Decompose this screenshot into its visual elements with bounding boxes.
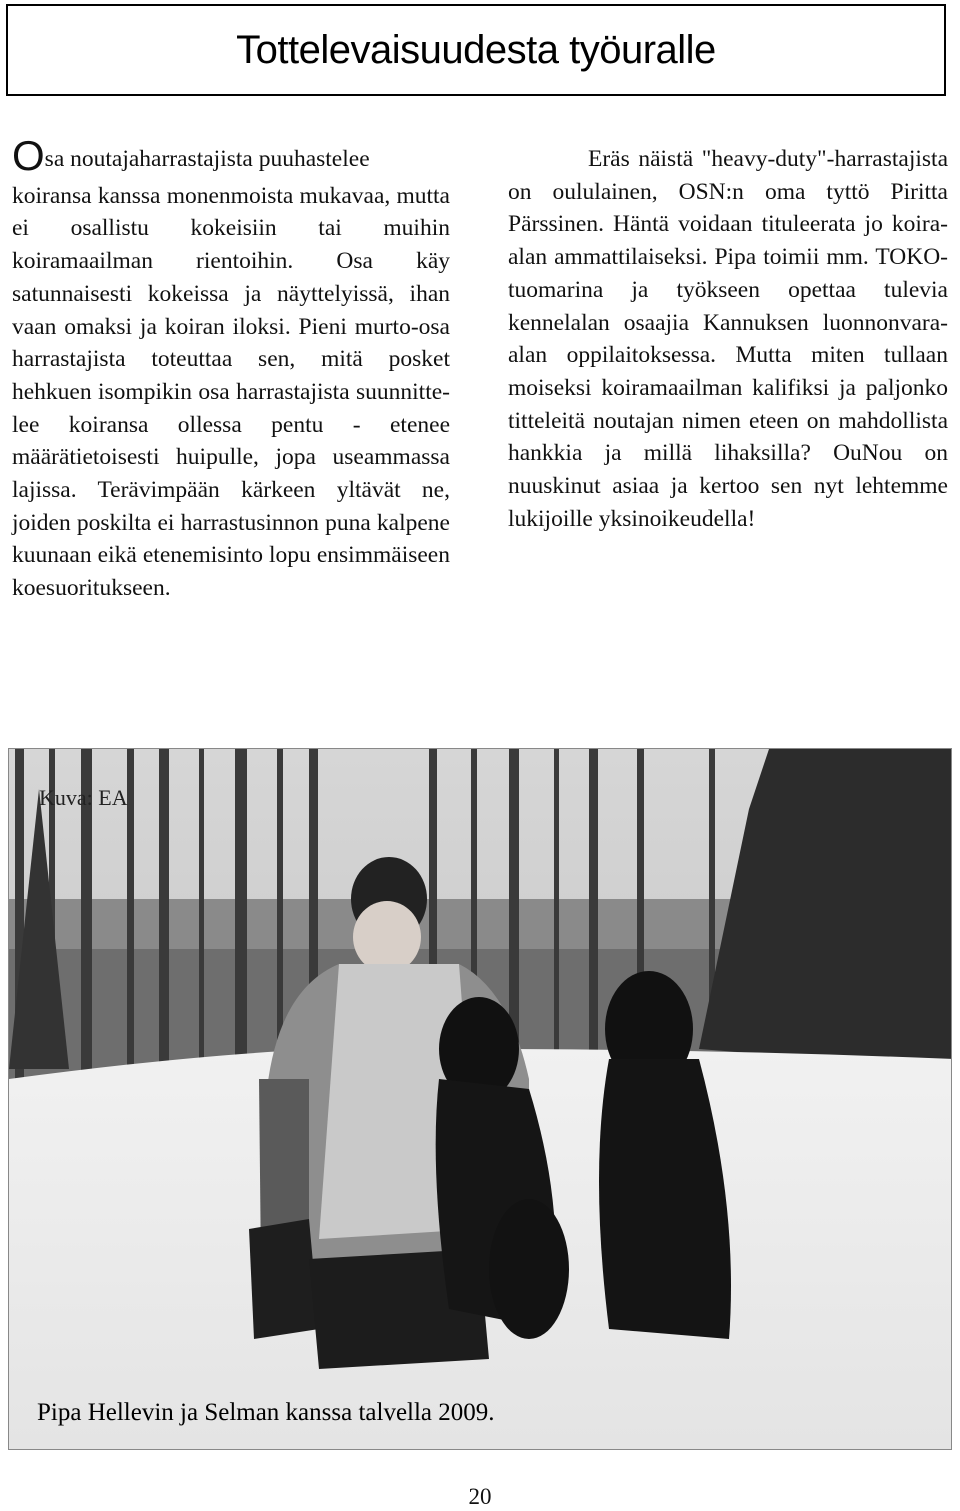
article-paragraph-right: Eräs näistä "heavy-duty"-harrastajista on oululainen, OSN:n oma tyttö Piritta Pärssinen. Häntä voidaan tituleerata jo koira-alan ammattilaiseksi. Pipa toimii mm. TOKO-tuomarina ja työkseen opettaa tulevia kennelalan osaajia Kannuksen luonnonvara-alan oppilaitoksessa. Mutta miten tullaan moiseksi koiramaailman kalifiksi ja paljonko titteleitä noutajan nimen eteen on mahdollista hankkia ja millä lihaksilla? OuNou on nuuskinut asiaa ja kertoo sen nyt lehtemme lukijoille yksinoikeudella! bbox=[508, 146, 948, 532]
article-column-left bbox=[12, 132, 450, 605]
title-box bbox=[6, 4, 946, 96]
article-title: Tottelevaisuudesta työuralle bbox=[236, 27, 716, 72]
winter-forest-photo bbox=[9, 749, 952, 1450]
article-first-line bbox=[12, 132, 450, 179]
page-number: 20 bbox=[468, 1484, 492, 1509]
article-paragraph-left: koiransa kanssa monenmoista mukavaa, mutta ei osallistu kokeisiin tai muihin koiramaailman rientoihin. Osa käy satunnaisesti kokeissa ja näyttelyissä, ihan vaan omaksi ja koiran iloksi. Pieni murto-osa harrastajista toteuttaa sen, mitä posket hehkuen isompikin osa harrastajista suunnittelee koiransa ollessa pentu - etenee määrätietoisesti huipulle, jopa useammassa lajissa. Terävimpään kärkeen yltävät ne, joiden poskilta ei harrastusinnon puna kalpene kuunaan eikä etenemisinto lopu ensimmäiseen koesuoritukseen. bbox=[12, 182, 450, 602]
article-first-line-text: sa noutajaharrastajista puuhastelee bbox=[44, 146, 370, 172]
article-photo bbox=[8, 748, 952, 1450]
photo-caption: Pipa Hellevin ja Selman kanssa talvella 2009. bbox=[37, 1399, 495, 1426]
article-column-right bbox=[508, 143, 948, 535]
photo-credit: Kuva: EA bbox=[39, 785, 128, 810]
dropcap: O bbox=[12, 132, 45, 179]
